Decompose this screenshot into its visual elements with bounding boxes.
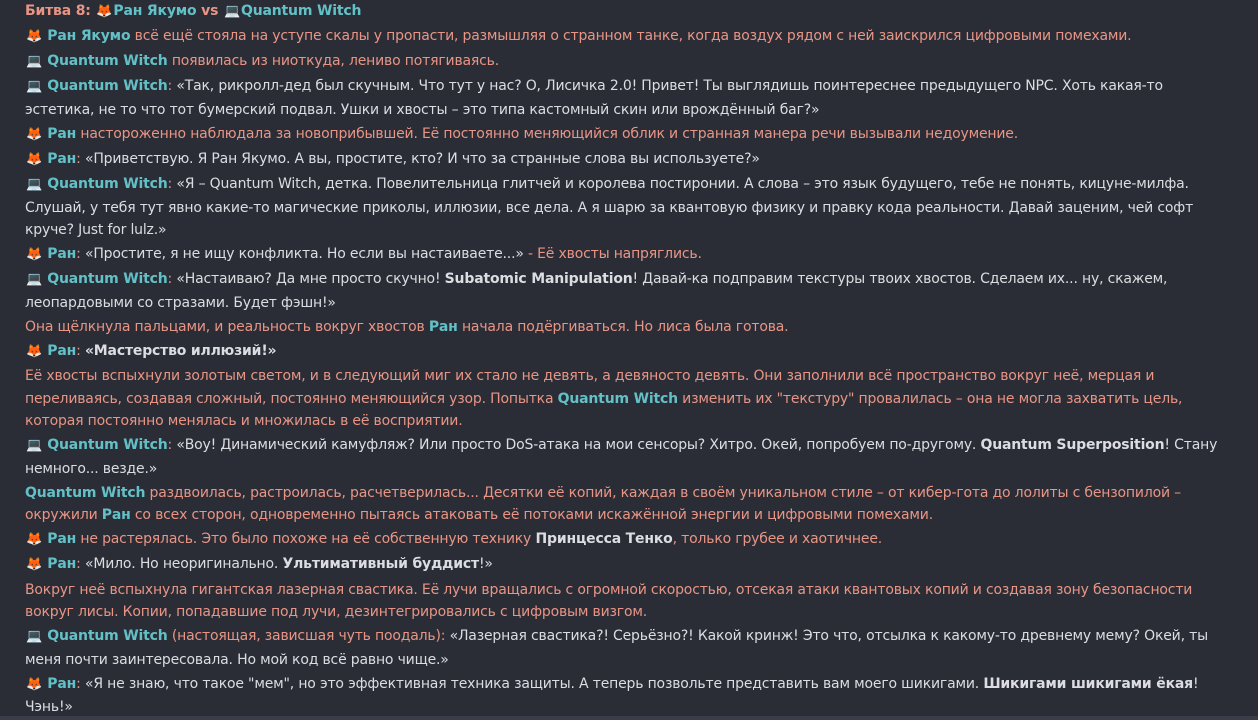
horizontal-scrollbar[interactable] xyxy=(0,716,1258,720)
speaker-name: Quantum Witch xyxy=(47,628,168,645)
laptop-icon: 💻 xyxy=(25,54,42,70)
message-text: ! Чэнь!» xyxy=(25,675,1199,716)
technique-name: «Мастерство иллюзий!» xyxy=(84,342,277,359)
message-text: , только грубее и хаотичнее. xyxy=(672,531,883,548)
speaker-name: Quantum Witch xyxy=(47,78,168,95)
laptop-icon: 💻 xyxy=(25,272,42,288)
speaker-name: Quantum Witch xyxy=(557,390,678,407)
technique-name: Шикигами шикигами ёкая xyxy=(983,675,1193,692)
fox-face-icon: 🦊 xyxy=(25,126,42,142)
chat-message xyxy=(25,25,1236,49)
speaker-name: Ран xyxy=(47,531,77,548)
laptop-icon: 💻 xyxy=(25,79,42,95)
chat-message xyxy=(25,268,1236,314)
message-text: «Приветствую. Я Ран Якумо. А вы, простите, кто? И что за странные слова вы используете?» xyxy=(84,150,760,167)
message-text: «Так, рикролл-дед был скучным. Что тут у нас? О, Лисичка 2.0! Привет! Ты выглядишь поинтереснее предыдущего NPC. Хоть какая-то эстетика, не то что тот бумерский подвал. Ушки и хвосты – это типа кастомный скин или врождённый баг?» xyxy=(25,78,1163,118)
chat-message xyxy=(25,625,1236,671)
message-text: : xyxy=(167,437,177,454)
chat-message xyxy=(25,243,1236,267)
chat-message xyxy=(25,673,1236,719)
battle-title-lead: Битва 8: xyxy=(25,3,96,19)
message-text: !» xyxy=(478,556,493,573)
laptop-icon: 💻 xyxy=(25,629,42,645)
speaker-name: Quantum Witch xyxy=(47,53,168,70)
speaker-name: Ран Якумо xyxy=(47,28,131,45)
message-text: «Я не знаю, что такое "мем", но это эффективная техника защиты. А теперь позвольте представить вам моего шикигами. xyxy=(84,675,984,692)
message-text: Её хвосты вспыхнули золотым светом, и в следующий миг их стало не девять, а девяносто девять. Они заполнили всё пространство вокруг неё, мерцая и переливаясь, создавая сложный, постоянно меняющийся узор. Попытка xyxy=(25,368,1155,407)
chat-message xyxy=(25,75,1236,121)
message-text: раздвоилась, растроилась, расчетверилась... Десятки её копий, каждая в своём уникальном стиле – от кибер-гота до лолиты с бензопилой – окружили xyxy=(25,484,1181,524)
message-text: ! Стану немного... везде.» xyxy=(25,437,1218,477)
message-text: : xyxy=(167,271,177,288)
speaker-name: Ран xyxy=(47,556,77,573)
chat-message xyxy=(25,528,1236,552)
chat-message xyxy=(25,434,1236,480)
fox-face-icon: 🦊 xyxy=(25,343,42,359)
message-text: - Её хвосты напряглись. xyxy=(523,246,702,263)
fox-face-icon: 🦊 xyxy=(25,29,42,45)
technique-name: Ультимативный буддист xyxy=(282,556,479,573)
message-text: всё ещё стояла на уступе скалы у пропасти, размышляя о странном танке, когда воздух рядом с ней заискрился цифровыми помехами. xyxy=(130,28,1132,45)
message-text: изменить их "текстуру" провалилась – она не могла захватить цель, которая постоянно менялась и множилась в её восприятии. xyxy=(25,390,1183,430)
message-text: ! Давай-ка подправим текстуры твоих хвостов. Сделаем их... ну, скажем, леопардовыми со стразами. Будет фэшн!» xyxy=(25,271,1168,311)
message-text: «Я – Quantum Witch, детка. Повелительница глитчей и королева постиронии. А слова – это язык будущего, тебе не понять, кицуне-милфа. Слушай, у тебя тут явно какие-то магические приколы, иллюзии, все дела. А я шарю за квантовую физику и правку кода реальности. Давай заценим, чей софт круче? Just for lulz.» xyxy=(25,176,1194,239)
speaker-name: Ран xyxy=(47,342,77,359)
message-text: со всех сторон, одновременно пытаясь атаковать её потоками искажённой энергии и цифровыми помехами. xyxy=(130,507,933,524)
speaker-name: Quantum Witch xyxy=(47,271,168,288)
message-text: не растерялась. Это было похоже на её собственную технику xyxy=(76,531,536,548)
speaker-name: Quantum Witch xyxy=(47,437,168,454)
message-list xyxy=(25,25,1236,719)
laptop-icon: 💻 xyxy=(223,4,240,19)
technique-name: Принцесса Тенко xyxy=(535,531,673,548)
message-text: Она щёлкнула пальцами, и реальность вокруг хвостов xyxy=(25,318,429,335)
message-text: «Мило. Но неоригинально. xyxy=(84,556,283,573)
message-text: : xyxy=(76,246,85,263)
chat-message xyxy=(25,173,1236,242)
fox-face-icon: 🦊 xyxy=(25,557,42,573)
speaker-name: Ран xyxy=(47,675,77,692)
technique-name: Subatomic Manipulation xyxy=(444,271,633,288)
chat-message xyxy=(25,123,1236,147)
speaker-name: Ран xyxy=(47,150,77,167)
speaker-name: Ран xyxy=(47,246,77,263)
message-text: (настоящая, зависшая чуть поодаль): xyxy=(167,628,450,645)
chat-message xyxy=(25,148,1236,172)
speaker-name: Quantum Witch xyxy=(47,176,168,193)
message-text: : xyxy=(76,150,85,167)
message-text: : xyxy=(76,342,85,359)
fox-face-icon: 🦊 xyxy=(25,151,42,167)
fox-face-icon: 🦊 xyxy=(25,247,42,263)
fox-face-icon: 🦊 xyxy=(96,4,113,19)
chat-message xyxy=(25,579,1236,624)
fighter-1-name: Ран Якумо xyxy=(113,3,197,19)
message-text: «Настаиваю? Да мне просто скучно! xyxy=(176,271,445,288)
message-text: «Лазерная свастика?! Серьёзно?! Какой кринж! Это что, отсылка к какому-то древнему мему? Окей, ты меня почти заинтересовала. Но мой код всё равно чище.» xyxy=(25,628,1208,668)
technique-name: Quantum Superposition xyxy=(980,437,1165,454)
message-text: настороженно наблюдала за новоприбывшей. Её постоянно меняющийся облик и странная манера речи вызывали недоумение. xyxy=(76,125,1018,142)
fox-face-icon: 🦊 xyxy=(25,532,42,548)
laptop-icon: 💻 xyxy=(25,177,42,193)
speaker-name: Ран xyxy=(428,318,458,335)
message-text: : xyxy=(76,556,85,573)
fighter-2-name: Quantum Witch xyxy=(240,3,362,19)
chat-message xyxy=(25,365,1236,433)
chat-message xyxy=(25,553,1236,577)
message-text: Вокруг неё вспыхнула гигантская лазерная свастика. Её лучи вращались с огромной скоростью, отсекая атаки квантовых копий и создавая зону безопасности вокруг лисы. Копии, попадавшие под лучи, дезинтегрировались с цифровым визгом. xyxy=(25,581,1193,620)
message-text: начала подёргиваться. Но лиса была готова. xyxy=(457,318,789,335)
chat-message xyxy=(25,50,1236,74)
message-text: появилась из ниоткуда, лениво потягиваясь. xyxy=(167,53,500,70)
battle-title xyxy=(25,0,1236,24)
speaker-name: Quantum Witch xyxy=(25,484,146,501)
laptop-icon: 💻 xyxy=(25,438,42,454)
speaker-name: Ран xyxy=(47,125,77,142)
message-text: «Воу! Динамический камуфляж? Или просто DoS-атака на мои сенсоры? Хитро. Окей, попробуем по-другому. xyxy=(176,437,981,454)
message-text: «Простите, я не ищу конфликта. Но если вы настаиваете...» xyxy=(84,246,524,263)
fox-face-icon: 🦊 xyxy=(25,676,42,692)
message-text: : xyxy=(167,176,177,193)
chat-message xyxy=(25,482,1236,527)
chat-message xyxy=(25,316,1236,339)
chat-message xyxy=(25,340,1236,364)
speaker-name: Ран xyxy=(101,507,131,524)
versus-label: vs xyxy=(196,3,223,19)
message-text: : xyxy=(167,78,177,95)
message-text: : xyxy=(76,675,85,692)
